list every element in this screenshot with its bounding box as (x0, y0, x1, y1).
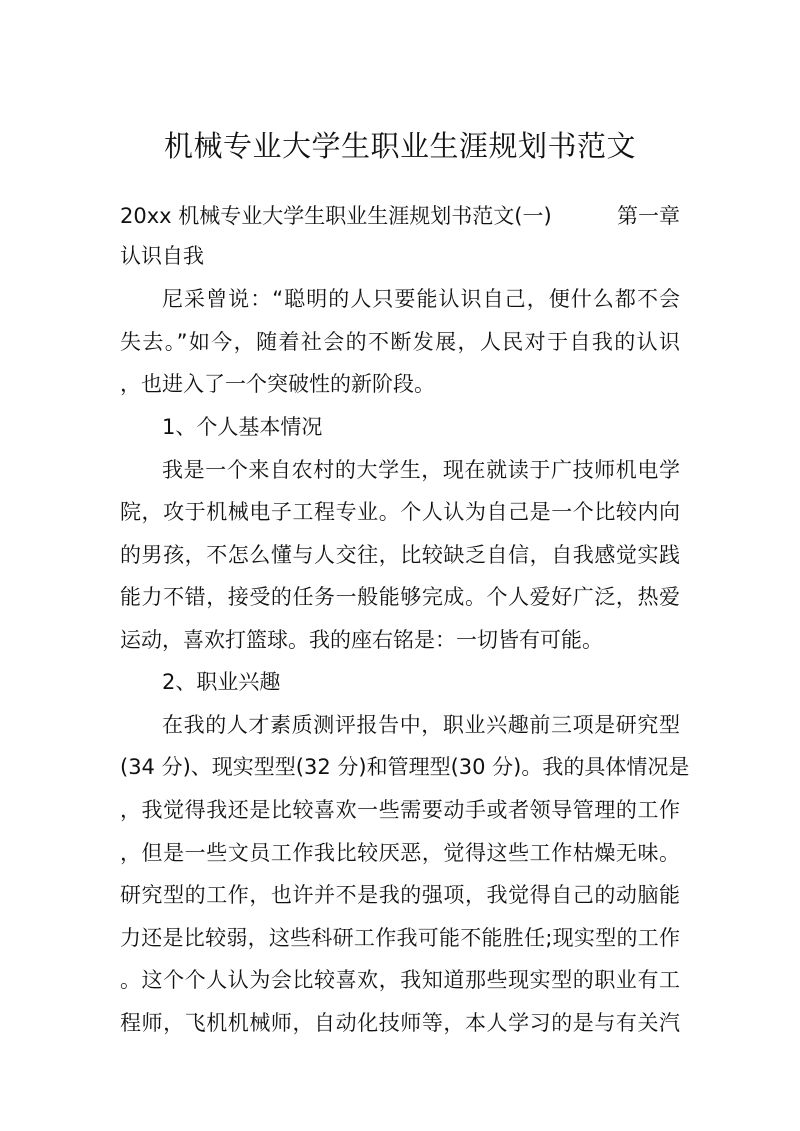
text-line: 程师，飞机机械师，自动化技师等，本人学习的是与有关汽 (120, 1011, 680, 1035)
text-line: 能力不错，接受的任务一般能够完成。个人爱好广泛，热爱 (120, 585, 680, 609)
heading-line-right: 第一章 (617, 204, 680, 228)
heading-line-left: 20xx 机械专业大学生职业生涯规划书范文(一) (120, 204, 552, 228)
document-title: 机械专业大学生职业生涯规划书范文 (163, 129, 636, 163)
text-line: (34 分)、现实型型(32 分)和管理型(30 分)。我的具体情况是 (120, 755, 690, 779)
text-line: 在我的人才素质测评报告中，职业兴趣前三项是研究型 (162, 713, 680, 737)
text-line: ，也进入了一个突破性的新阶段。 (120, 372, 435, 396)
section-heading: 1、个人基本情况 (162, 415, 323, 439)
text-line: 的男孩，不怎么懂与人交往，比较缺乏自信，自我感觉实践 (120, 543, 680, 567)
text-line: ，但是一些文员工作我比较厌恶，觉得这些工作枯燥无味。 (120, 841, 680, 865)
heading-line (120, 198, 680, 234)
text-line: 认识自我 (120, 244, 204, 268)
text-line: 。这个个人认为会比较喜欢，我知道那些现实型的职业有工 (120, 968, 680, 992)
section-heading: 2、职业兴趣 (162, 670, 281, 694)
text-line: 研究型的工作，也许并不是我的强项，我觉得自己的动脑能 (120, 883, 680, 907)
text-line: 力还是比较弱，这些科研工作我可能不能胜任;现实型的工作 (120, 926, 680, 950)
text-line: 院，攻于机械电子工程专业。个人认为自己是一个比较内向 (120, 500, 680, 524)
text-line: 失去。”如今，随着社会的不断发展，人民对于自我的认识 (120, 330, 680, 354)
text-line: ，我觉得我还是比较喜欢一些需要动手或者领导管理的工作 (120, 798, 680, 822)
text-line: 尼采曾说：“聪明的人只要能认识自己，便什么都不会 (162, 287, 680, 311)
text-line: 运动，喜欢打篮球。我的座右铭是：一切皆有可能。 (120, 628, 603, 652)
text-line: 我是一个来自农村的大学生，现在就读于广技师机电学 (162, 458, 680, 482)
